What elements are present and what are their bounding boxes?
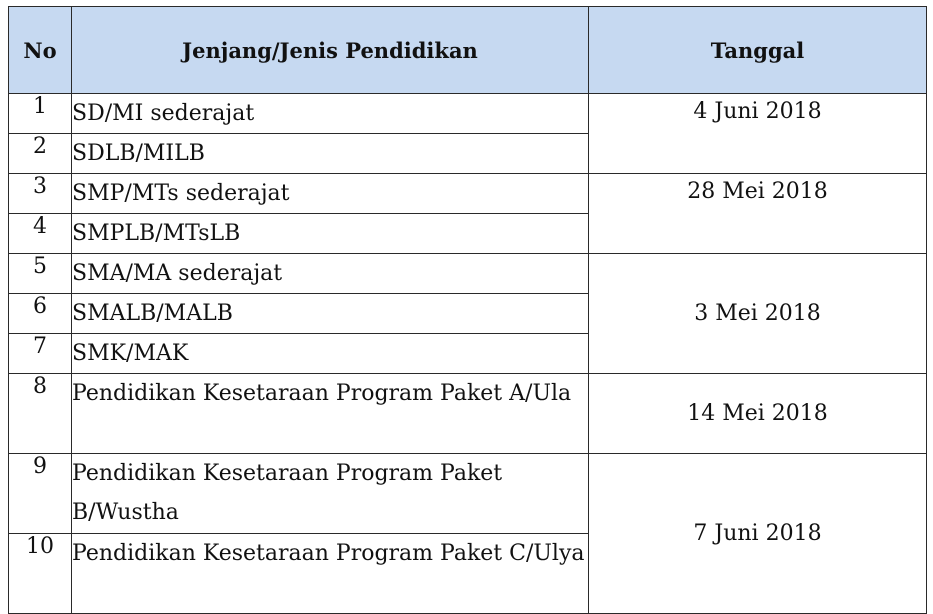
row-number: 8 bbox=[9, 374, 72, 454]
row-date: 3 Mei 2018 bbox=[589, 254, 927, 374]
header-no: No bbox=[9, 7, 72, 94]
row-number: 2 bbox=[9, 134, 72, 174]
table-row bbox=[9, 174, 927, 214]
header-row bbox=[9, 7, 927, 94]
row-level: SMPLB/MTsLB bbox=[72, 214, 589, 254]
education-schedule-table bbox=[8, 6, 927, 614]
table-row bbox=[9, 254, 927, 294]
row-number: 3 bbox=[9, 174, 72, 214]
row-date: 28 Mei 2018 bbox=[589, 174, 927, 254]
table-row bbox=[9, 454, 927, 534]
row-number: 9 bbox=[9, 454, 72, 534]
row-number: 1 bbox=[9, 94, 72, 134]
table-row bbox=[9, 94, 927, 134]
row-number: 5 bbox=[9, 254, 72, 294]
row-date: 4 Juni 2018 bbox=[589, 94, 927, 174]
row-number: 10 bbox=[9, 534, 72, 614]
row-level: SMA/MA sederajat bbox=[72, 254, 589, 294]
row-number: 6 bbox=[9, 294, 72, 334]
row-date: 14 Mei 2018 bbox=[589, 374, 927, 454]
header-level: Jenjang/Jenis Pendidikan bbox=[72, 7, 589, 94]
row-date: 7 Juni 2018 bbox=[589, 454, 927, 614]
row-level: Pendidikan Kesetaraan Program Paket C/Ulya bbox=[72, 534, 589, 614]
row-level: SMK/MAK bbox=[72, 334, 589, 374]
row-level: Pendidikan Kesetaraan Program Paket A/Ula bbox=[72, 374, 589, 454]
row-number: 7 bbox=[9, 334, 72, 374]
row-level: SMP/MTs sederajat bbox=[72, 174, 589, 214]
row-level: SMALB/MALB bbox=[72, 294, 589, 334]
row-level: SD/MI sederajat bbox=[72, 94, 589, 134]
table-row bbox=[9, 374, 927, 454]
row-number: 4 bbox=[9, 214, 72, 254]
row-level: SDLB/MILB bbox=[72, 134, 589, 174]
row-level: Pendidikan Kesetaraan Program Paket B/Wustha bbox=[72, 454, 589, 534]
header-date: Tanggal bbox=[589, 7, 927, 94]
